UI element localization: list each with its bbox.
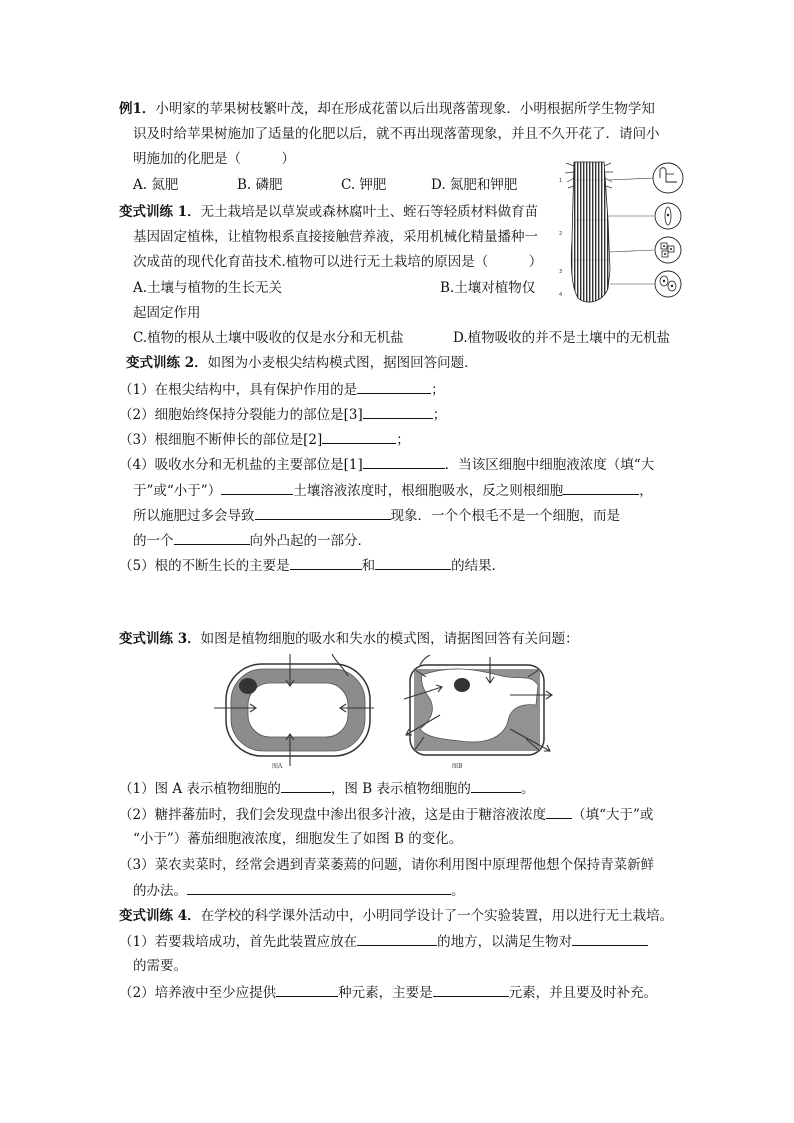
variant-2-q4-text-d: 土壤溶液浓度时，根细胞吸水，反之则根细胞: [293, 483, 564, 499]
root-label-3: 3: [559, 269, 563, 275]
variant-1-option-a: A.土壤与植物的生长无关: [133, 280, 283, 296]
variant-2-q4-text-a: （4）吸收水分和无机盐的主要部位是[1]: [119, 457, 363, 473]
variant-4-q2-text-a: （2）培养液中至少应提供: [119, 985, 277, 1001]
variant-4-intro-line: [119, 907, 673, 925]
example-1-option-a: A. 氮肥: [133, 177, 179, 193]
root-label-1: 1: [559, 178, 563, 184]
variant-1-option-c: C.植物的根从土壤中吸收的仅是水分和无机盐: [133, 330, 404, 346]
variant-4-tag: 变式训练 4．: [119, 908, 201, 924]
answer-blank[interactable]: [563, 481, 639, 495]
root-label-4: 4: [559, 292, 563, 298]
variant-4-intro: 在学校的科学课外活动中，小明同学设计了一个实验装置，用以进行无土栽培。: [200, 908, 674, 924]
variant-2-q4-text-g: 现象．一个个根毛不是一个细胞，而是: [390, 508, 620, 524]
answer-blank[interactable]: [471, 779, 521, 793]
variant-3-tag: 变式训练 3．: [119, 631, 201, 647]
variant-4-q2: [119, 983, 657, 1002]
variant-3-q3-text-b: 的办法。: [133, 883, 187, 899]
answer-blank[interactable]: [290, 556, 362, 570]
variant-3-intro: 如图是植物细胞的吸水和失水的模式图，请据图回答有关问题：: [200, 631, 579, 647]
answer-blank[interactable]: [322, 430, 396, 444]
variant-2-q2: [119, 405, 446, 424]
variant-1-option-b: B.土壤对植物仅: [440, 280, 536, 296]
variant-2-q5: [119, 556, 505, 575]
answer-blank[interactable]: [363, 405, 433, 419]
example-1-option-c: C. 钾肥: [341, 177, 387, 193]
variant-2-q4-text-c: 于”或“小于”）: [133, 483, 222, 499]
variant-1-tag: 变式训练 1．: [119, 204, 201, 220]
variant-2-q4-text-i: 向外凸起的一部分．: [249, 533, 371, 549]
variant-3-q3-text-c: 。: [451, 883, 465, 899]
figure-b-caption: 图B: [452, 763, 463, 770]
answer-blank[interactable]: [546, 805, 572, 819]
variant-2-q1-end: ；: [431, 382, 445, 398]
variant-2-q2-text: （2）细胞始终保持分裂能力的部位是[3]: [119, 407, 363, 423]
variant-3-q3-line-1: （3）菜农卖菜时，经常会遇到青菜萎蔫的问题，请你利用图中原理帮他想个保持青菜新鲜: [119, 857, 655, 873]
variant-4-q2-text-c: 元素，并且要及时补充。: [508, 985, 658, 1001]
variant-3-q1-text-b: ，图 B 表示植物细胞的: [330, 781, 471, 797]
variant-2-q5-text-c: 的结果．: [451, 558, 506, 574]
variant-4-q1-line-1: [119, 932, 648, 951]
variant-2-q1: [119, 380, 445, 399]
answer-blank[interactable]: [221, 481, 293, 495]
variant-2-intro: 如图为小麦根尖结构模式图，据图回答问题．: [207, 355, 478, 371]
answer-blank[interactable]: [276, 983, 338, 997]
variant-2-q1-text: （1）在根尖结构中，具有保护作用的是: [119, 382, 358, 398]
variant-2-tag: 变式训练 2．: [126, 355, 208, 371]
variant-2-intro-line: [126, 354, 478, 372]
variant-1-text: 无土栽培是以草炭或森林腐叶土、蛭石等轻质材料做育苗: [200, 204, 539, 220]
variant-2-q2-end: ；: [432, 407, 447, 423]
variant-2-q4-text-h: 的一个: [133, 533, 174, 549]
answer-blank[interactable]: [187, 881, 451, 895]
answer-blank[interactable]: [174, 531, 250, 545]
variant-3-intro-line: [119, 630, 579, 648]
variant-3-q2-line-2: “小于”）蕃茄细胞液浓度，细胞发生了如图 B 的变化。: [133, 831, 463, 847]
variant-4-q1-text-b: 的地方，以满足生物对: [437, 934, 573, 950]
answer-blank[interactable]: [281, 779, 331, 793]
figure-a-caption: 图A: [272, 763, 283, 770]
variant-3-q2-text-a: （2）糖拌蕃茄时，我们会发现盘中渗出很多汁液，这是由于糖溶液浓度: [119, 807, 547, 823]
variant-3-q2-text-b: （填“大于”或: [572, 807, 654, 823]
variant-3-q2-line-1: [119, 805, 653, 824]
variant-4-q1-text-a: （1）若要栽培成功，首先此装置应放在: [119, 934, 358, 950]
example-1-tag: 例1．: [119, 101, 156, 117]
variant-4-q2-text-b: 种元素，主要是: [338, 985, 433, 1001]
variant-1-option-d: D.植物吸收的并不是土壤中的无机盐: [453, 330, 671, 346]
variant-1-line-3: 次成苗的现代化育苗技术.植物可以进行无土栽培的原因是（ ）: [133, 254, 543, 270]
variant-2-q5-text-b: 和: [361, 558, 376, 574]
cell-figure-a: [212, 650, 382, 770]
variant-1-line-2: 基因固定植株，让植物根系直接接触营养液，采用机械化精量播种一: [133, 229, 538, 245]
variant-2-q4-line-1: [119, 455, 654, 474]
variant-2-q3: [119, 430, 410, 449]
answer-blank[interactable]: [255, 506, 391, 520]
answer-blank[interactable]: [375, 556, 451, 570]
variant-2-q4-line-2: [133, 481, 653, 500]
variant-2-q5-text-a: （5）根的不断生长的主要是: [119, 558, 290, 574]
answer-blank[interactable]: [357, 380, 431, 394]
example-1-option-d: D. 氮肥和钾肥: [431, 177, 518, 193]
variant-1-line-1: [119, 203, 538, 221]
root-label-2: 2: [559, 231, 563, 237]
variant-3-q1-text-a: （1）图 A 表示植物细胞的: [119, 781, 281, 797]
example-1-line-1: [119, 100, 655, 118]
answer-blank[interactable]: [572, 932, 648, 946]
cell-figure-b: [400, 655, 560, 770]
variant-2-q4-line-4: [133, 531, 371, 550]
variant-2-q3-text: （3）根细胞不断伸长的部位是[2]: [119, 432, 323, 448]
variant-2-q4-text-e: ，: [639, 483, 653, 499]
variant-4-q1-line-2: 的需要。: [133, 958, 187, 974]
variant-3-q1: [119, 779, 534, 798]
answer-blank[interactable]: [363, 455, 445, 469]
example-1-line-2: 识及时给苹果树施加了适量的化肥以后，就不再出现落蕾现象，并且不久开花了．请问小: [133, 126, 660, 142]
variant-2-q3-end: ；: [396, 432, 410, 448]
variant-2-q4-text-f: 所以施肥过多会导致: [133, 508, 255, 524]
example-1-option-b: B. 磷肥: [237, 177, 283, 193]
answer-blank[interactable]: [433, 983, 509, 997]
variant-1-option-b-cont: 起固定作用: [133, 305, 201, 321]
answer-blank[interactable]: [357, 932, 437, 946]
example-1-line-3: 明施加的化肥是（ ）: [133, 151, 295, 167]
variant-3-q1-text-c: 。: [520, 781, 535, 797]
example-1-text: 小明家的苹果树枝繁叶茂，却在形成花蕾以后出现落蕾现象．小明根据所学生物学知: [155, 101, 655, 117]
variant-3-q3-line-2: [133, 881, 465, 900]
variant-2-q4-text-b: ．当该区细胞中细胞液浓度（填“大: [444, 457, 655, 473]
variant-2-q4-line-3: [133, 506, 620, 525]
root-tip-figure: [556, 160, 690, 320]
